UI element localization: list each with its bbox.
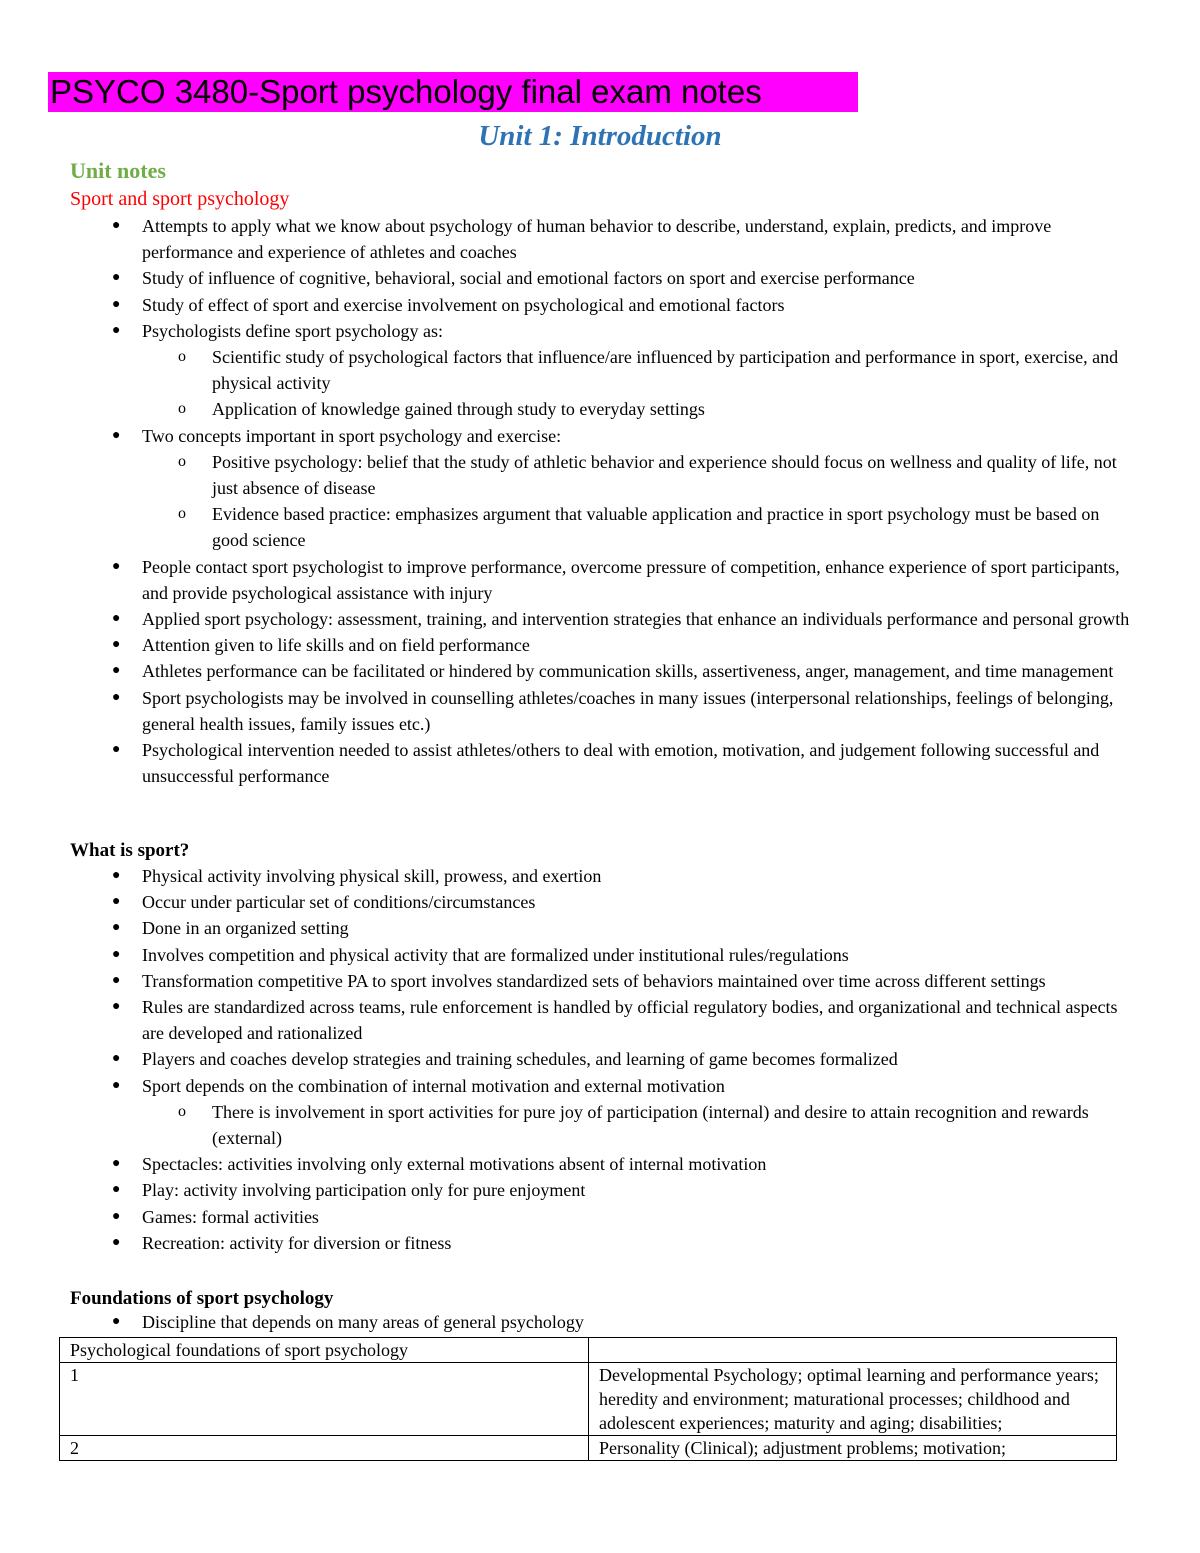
bullet-icon: ● [112, 972, 121, 988]
bullet-icon: ● [112, 1182, 121, 1198]
bullet-icon: ● [112, 946, 121, 962]
bullet-icon: ● [112, 663, 121, 679]
table-header-cell [589, 1338, 1117, 1363]
section-list-foundations [0, 1309, 1132, 1335]
sub-list-item: o There is involvement in sport activities for pure joy of participation (internal) and desire to attain recognition and rewards (external) [0, 1099, 1132, 1151]
circle-bullet-icon: o [178, 400, 186, 418]
list-item: ● Recreation: activity for diversion or fitness [0, 1230, 1132, 1256]
list-item: ● Physical activity involving physical skill, prowess, and exertion [0, 863, 1132, 889]
bullet-icon: ● [112, 1051, 121, 1067]
bullet-icon: ● [112, 1156, 121, 1172]
table-header-cell: Psychological foundations of sport psychology [60, 1338, 589, 1363]
list-item: ● Athletes performance can be facilitated or hindered by communication skills, assertiveness, anger, management, and time management [0, 658, 1132, 684]
sub-list-item: o Evidence based practice: emphasizes argument that valuable application and practice in sport psychology must be based on good science [0, 501, 1132, 553]
table-row [60, 1436, 1117, 1461]
bullet-icon: ● [112, 427, 121, 443]
bullet-icon: ● [112, 1077, 121, 1093]
section-heading-what-is-sport: What is sport? [70, 840, 190, 861]
list-item: ● Occur under particular set of conditions/circumstances [0, 889, 1132, 915]
list-item: ● Psychologists define sport psychology as: [0, 318, 1132, 344]
table-cell: 2 [60, 1436, 589, 1461]
sub-list-item: o Application of knowledge gained through study to everyday settings [0, 396, 1132, 422]
table-cell: Personality (Clinical); adjustment problems; motivation; [589, 1436, 1117, 1461]
bullet-icon: ● [112, 742, 121, 758]
unit-heading: Unit 1: Introduction [478, 120, 722, 152]
circle-bullet-icon: o [178, 505, 186, 523]
foundations-table [59, 1337, 1117, 1461]
bullet-icon: ● [112, 894, 121, 910]
sub-list-item: o Scientific study of psychological factors that influence/are influenced by participation and performance in sport, exercise, and physical activity [0, 344, 1132, 396]
list-item: ● Sport depends on the combination of internal motivation and external motivation [0, 1073, 1132, 1099]
unit-notes-heading: Unit notes [70, 158, 166, 183]
list-item: ● Players and coaches develop strategies and training schedules, and learning of game becomes formalized [0, 1046, 1132, 1072]
table-cell: 1 [60, 1363, 589, 1436]
list-item: ● Two concepts important in sport psychology and exercise: [0, 423, 1132, 449]
list-item: ● Games: formal activities [0, 1204, 1132, 1230]
list-item: ● Discipline that depends on many areas of general psychology [0, 1309, 1132, 1335]
list-item: ● Study of influence of cognitive, behavioral, social and emotional factors on sport and exercise performance [0, 265, 1132, 291]
document-title: PSYCO 3480-Sport psychology final exam notes [48, 72, 858, 112]
list-item: ● Transformation competitive PA to sport involves standardized sets of behaviors maintained over time across different settings [0, 968, 1132, 994]
bullet-icon: ● [112, 1314, 121, 1329]
bullet-icon: ● [112, 296, 121, 312]
list-item: ● Rules are standardized across teams, rule enforcement is handled by official regulatory bodies, and organizational and technical aspects are developed and rationalized [0, 994, 1132, 1046]
list-item: ● Spectacles: activities involving only external motivations absent of internal motivation [0, 1151, 1132, 1177]
table-cell: Developmental Psychology; optimal learning and performance years; heredity and environment; maturational processes; childhood and adolescent experiences; maturity and aging; disabilities; [589, 1363, 1117, 1436]
bullet-icon: ● [112, 637, 121, 653]
bullet-icon: ● [112, 611, 121, 627]
circle-bullet-icon: o [178, 452, 186, 470]
section-list-sport-psychology [0, 213, 1132, 789]
bullet-icon: ● [112, 270, 121, 286]
bullet-icon: ● [112, 218, 121, 233]
list-item: ● Involves competition and physical activity that are formalized under institutional rules/regulations [0, 942, 1132, 968]
section-list-what-is-sport [0, 863, 1132, 1256]
list-item: ● Attempts to apply what we know about psychology of human behavior to describe, understand, explain, predicts, and improve performance and experience of athletes and coaches [0, 213, 1132, 265]
bullet-icon: ● [112, 322, 121, 338]
section-heading-foundations: Foundations of sport psychology [70, 1288, 334, 1309]
table-header-row [60, 1338, 1117, 1363]
circle-bullet-icon: o [178, 1102, 186, 1120]
bullet-icon: ● [112, 999, 121, 1015]
list-item: ● Sport psychologists may be involved in counselling athletes/coaches in many issues (interpersonal relationships, feelings of belonging, general health issues, family issues etc.) [0, 685, 1132, 737]
list-item: ● Done in an organized setting [0, 915, 1132, 941]
list-item: ● Psychological intervention needed to assist athletes/others to deal with emotion, motivation, and judgement following successful and unsuccessful performance [0, 737, 1132, 789]
section-heading-sport-psychology: Sport and sport psychology [70, 188, 290, 210]
bullet-icon: ● [112, 1208, 121, 1224]
list-item: ● People contact sport psychologist to improve performance, overcome pressure of competition, enhance experience of sport participants, and provide psychological assistance with injury [0, 554, 1132, 606]
bullet-icon: ● [112, 558, 121, 574]
bullet-icon: ● [112, 920, 121, 936]
bullet-icon: ● [112, 689, 121, 705]
sub-list-item: o Positive psychology: belief that the study of athletic behavior and experience should focus on wellness and quality of life, not just absence of disease [0, 449, 1132, 501]
bullet-icon: ● [112, 1234, 121, 1250]
list-item: ● Play: activity involving participation only for pure enjoyment [0, 1177, 1132, 1203]
list-item: ● Applied sport psychology: assessment, training, and intervention strategies that enhance an individuals performance and personal growth [0, 606, 1132, 632]
list-item: ● Attention given to life skills and on field performance [0, 632, 1132, 658]
circle-bullet-icon: o [178, 348, 186, 366]
list-item: ● Study of effect of sport and exercise involvement on psychological and emotional factors [0, 292, 1132, 318]
table-row [60, 1363, 1117, 1436]
bullet-icon: ● [112, 868, 121, 883]
